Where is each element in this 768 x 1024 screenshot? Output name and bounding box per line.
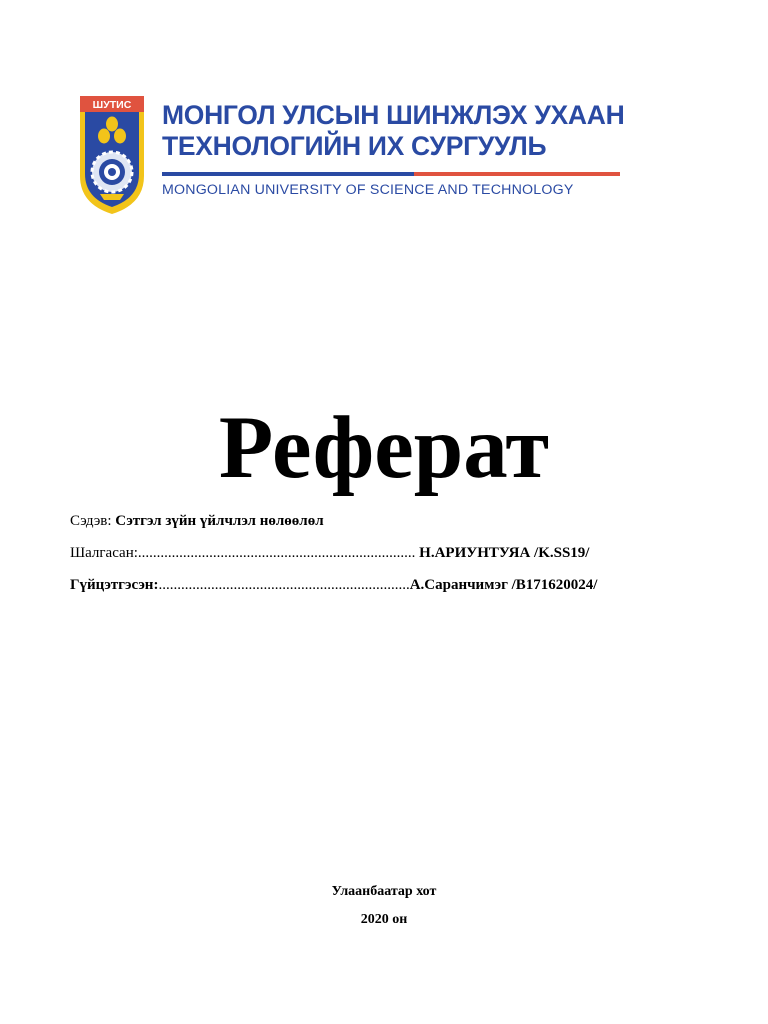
svg-text:ШУТИС: ШУТИС	[92, 99, 132, 111]
topic-label: Сэдэв:	[70, 513, 112, 529]
stripe-red-segment	[414, 172, 620, 176]
footer-city: Улаанбаатар хот	[331, 884, 437, 899]
footer	[0, 883, 768, 929]
checked-by-value: Н.АРИУНТУЯА /K.SS19/	[415, 545, 590, 561]
performed-by-row	[70, 576, 710, 594]
checked-by-dots: ..........................................................................	[137, 545, 416, 561]
university-logo	[78, 94, 638, 218]
topic-row	[70, 512, 710, 530]
university-wordmark	[162, 100, 632, 199]
university-name-english: MONGOLIAN UNIVERSITY OF SCIENCE AND TECHNOLOGY	[162, 182, 574, 198]
report-info	[70, 512, 710, 594]
topic-value: Сэтгэл зүйн үйлчлэл нөлөөлөл	[111, 513, 324, 529]
stripe-blue-segment	[162, 172, 414, 176]
university-name-line-2: ТЕХНОЛОГИЙН ИХ СУРГУУЛЬ	[162, 131, 547, 161]
performed-by-label: Гүйцэтгэсэн:	[70, 577, 159, 593]
checked-by-row	[70, 544, 710, 562]
logo-color-stripe	[162, 172, 620, 176]
university-emblem-icon	[78, 94, 146, 216]
performed-by-dots: ...................................................................	[158, 577, 410, 593]
checked-by-label: Шалгасан:	[70, 545, 138, 561]
document-title: Реферат	[218, 399, 550, 497]
university-name-line-1: МОНГОЛ УЛСЫН ШИНЖЛЭХ УХААН	[162, 100, 625, 130]
footer-year: 2020 он	[360, 912, 408, 927]
performed-by-value: А.Саранчимэг /B171620024/	[409, 577, 598, 593]
